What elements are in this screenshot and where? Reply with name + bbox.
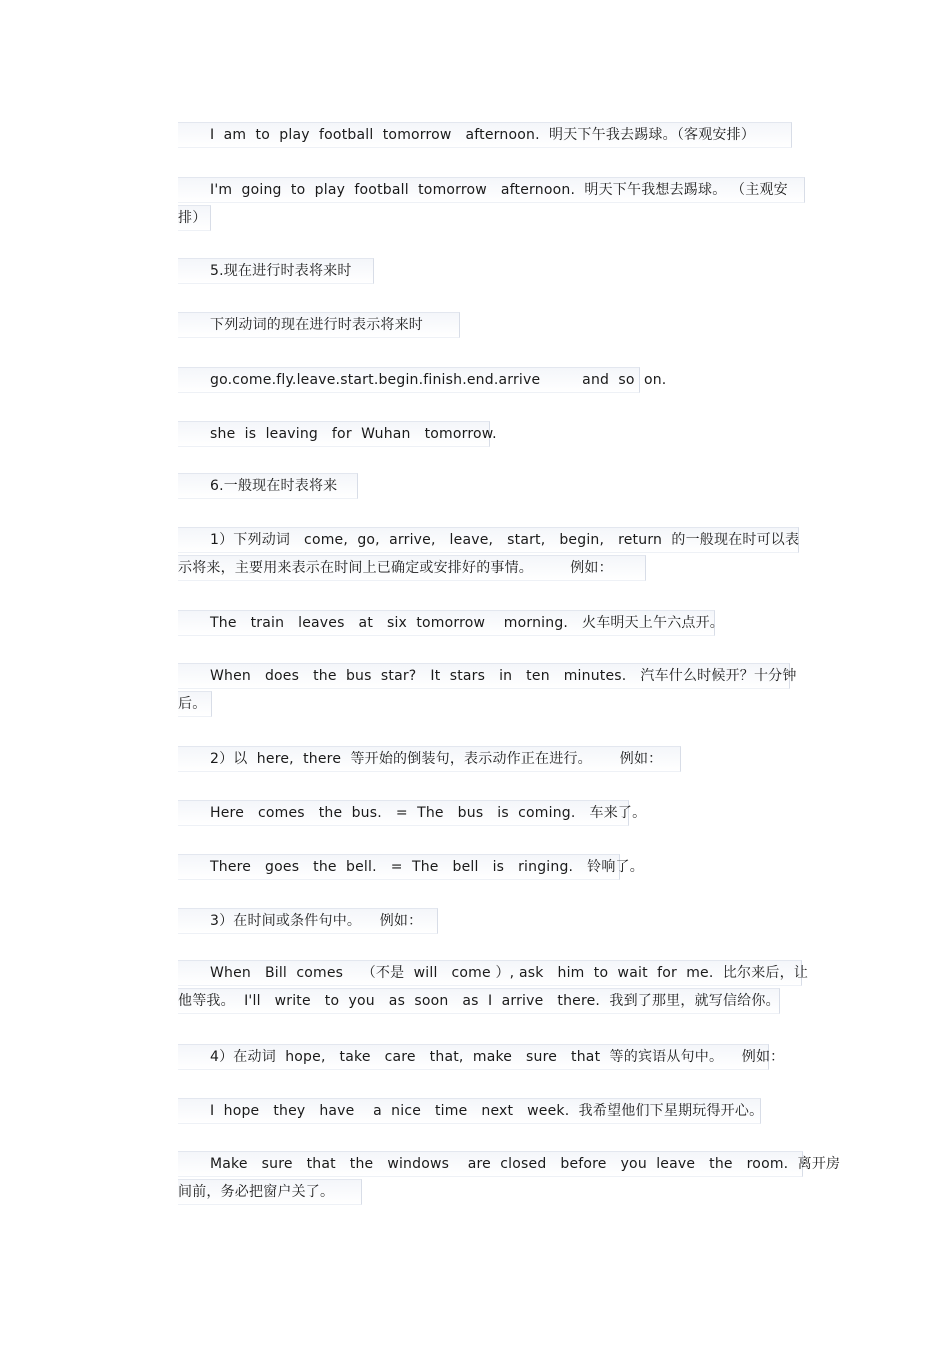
text-line: 间前，务必把窗户关了。 <box>178 1179 362 1205</box>
paragraph-10 <box>178 662 797 718</box>
paragraph-11 <box>178 745 681 773</box>
text-line: I am to play football tomorrow afternoon. 明天下午我去踢球。（客观安排） <box>178 122 792 148</box>
text-line: Make sure that the windows are closed before you leave the room. 离开房 <box>178 1151 803 1177</box>
section-heading: 6.一般现在时表将来 <box>178 473 358 499</box>
text-line: 排） <box>178 205 211 231</box>
text-line: I hope they have a nice time next week. 我希望他们下星期玩得开心。 <box>178 1098 761 1124</box>
text-line: 3）在时间或条件句中。 例如： <box>178 908 438 934</box>
paragraph-1 <box>178 121 792 149</box>
paragraph-2 <box>178 176 805 232</box>
paragraph-15 <box>178 959 809 1015</box>
text-line: 他等我。 I'll write to you as soon as I arrive there. 我到了那里，就写信给你。 <box>178 988 780 1014</box>
text-line: 4）在动词 hope, take care that, make sure that 等的宾语从句中。 例如： <box>178 1044 769 1070</box>
paragraph-8 <box>178 526 799 582</box>
text-line: The train leaves at six tomorrow morning. 火车明天上午六点开。 <box>178 610 715 636</box>
paragraph-4 <box>178 311 460 339</box>
text-line: go.come.fly.leave.start.begin.finish.end.arrive and so on. <box>178 367 640 393</box>
paragraph-16 <box>178 1043 785 1071</box>
text-line: 1）下列动词 come, go, arrive, leave, start, begin, return 的一般现在时可以表 <box>178 527 799 553</box>
paragraph-3 <box>178 257 374 285</box>
section-heading: 5.现在进行时表将来时 <box>178 258 374 284</box>
text-line: When Bill comes （不是 will come ）, ask him to wait for me. 比尔来后，让 <box>178 960 802 986</box>
text-line: When does the bus star? It stars in ten minutes. 汽车什么时候开？十分钟 <box>178 663 790 689</box>
paragraph-13 <box>178 853 644 881</box>
text-line: 2）以 here, there 等开始的倒装句，表示动作正在进行。 例如： <box>178 746 681 772</box>
paragraph-7 <box>178 472 358 500</box>
text-line: she is leaving for Wuhan tomorrow. <box>178 421 490 447</box>
text-line: Here comes the bus. = The bus is coming. 车来了。 <box>178 800 629 826</box>
text-line: I'm going to play football tomorrow afternoon. 明天下午我想去踢球。 （主观安 <box>178 177 805 203</box>
paragraph-14 <box>178 907 438 935</box>
paragraph-9 <box>178 609 725 637</box>
paragraph-5 <box>178 366 667 394</box>
text-line: There goes the bell. = The bell is ringing. 铃响了。 <box>178 854 620 880</box>
paragraph-17 <box>178 1097 764 1125</box>
paragraph-6 <box>178 420 497 448</box>
text-line: 示将来，主要用来表示在时间上已确定或安排好的事情。 例如： <box>178 555 646 581</box>
text-line: 下列动词的现在进行时表示将来时 <box>178 312 460 338</box>
text-line: 后。 <box>178 691 212 717</box>
paragraph-12 <box>178 799 647 827</box>
paragraph-18 <box>178 1150 841 1206</box>
